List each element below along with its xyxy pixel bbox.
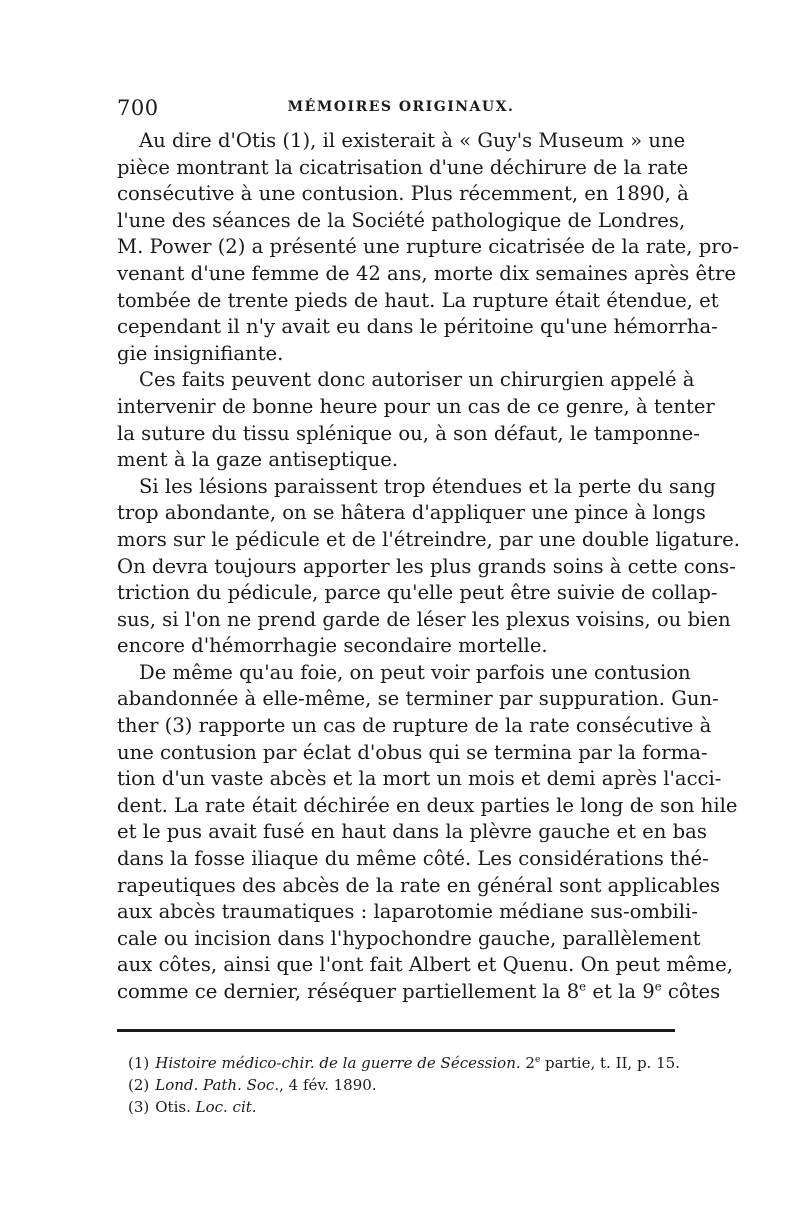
body-text [117,128,740,1006]
text-line: sus, si l'on ne prend garde de léser les plexus voisins, ou bien [117,607,731,631]
superscript: e [534,1055,541,1065]
text-line: ther (3) rapporte un cas de rupture de la rate consécutive à [117,714,712,738]
footnote-ref: (2) [128,1076,150,1094]
text-line: tombée de trente pieds de haut. La rupture était étendue, et [117,288,719,312]
footnote-text: partie, t. II, p. 15. [540,1054,680,1072]
footnote-text: 2 [520,1054,535,1072]
text-line: ment à la gaze antiseptique. [117,448,399,472]
text-line: consécutive à une contusion. Plus récemment, en 1890, à [117,182,689,206]
text-line: cale ou incision dans l'hypochondre gauche, parallèlement [117,926,701,950]
text-line: dans la fosse iliaque du même côté. Les considérations thé- [117,847,709,871]
text-line: rapeutiques des abcès de la rate en général sont applicables [117,873,721,897]
text-line: encore d'hémorrhagie secondaire mortelle. [117,634,548,658]
text-fragment: et la 9 [586,980,655,1003]
text-line: dent. La rate était déchirée en deux parties le long de son hile [117,793,738,817]
footnote-1 [128,1052,688,1074]
footnote-title: Lond. Path. Soc. [155,1076,280,1094]
text-line: aux abcès traumatiques : laparotomie médiane sus-ombili- [117,900,698,924]
footnotes [128,1052,688,1118]
footnote-text: , 4 fév. 1890. [279,1076,377,1094]
text-line: tion d'un vaste abcès et la mort un mois et demi après l'acci- [117,767,722,791]
page-number: 700 [117,96,159,120]
text-line: abandonnée à elle-même, se terminer par suppuration. Gun- [117,687,719,711]
text-line: aux côtes, ainsi que l'ont fait Albert et Quenu. On peut même, [117,953,733,977]
text-line [117,979,721,1006]
footnote-ref: (3) [128,1098,150,1116]
text-line: pièce montrant la cicatrisation d'une déchirure de la rate [117,155,689,179]
text-line: mors sur le pédicule et de l'étreindre, par une double ligature. [117,527,740,551]
footnote-2 [128,1074,688,1096]
text-line: M. Power (2) a présenté une rupture cicatrisée de la rate, pro- [117,235,740,259]
text-line: trop abondante, on se hâtera d'appliquer une pince à longs [117,501,706,525]
text-line: On devra toujours apporter les plus grands soins à cette cons- [117,554,736,578]
text-line: gie insignifiante. [117,341,284,365]
text-line: la suture du tissu splénique ou, à son défaut, le tamponne- [117,421,700,445]
text-line: Si les lésions paraissent trop étendues et la perte du sang [139,474,716,498]
footnote-author: Otis. [155,1098,196,1116]
page-header [117,96,685,122]
footnote-ref: (1) [128,1054,150,1072]
superscript: e [654,979,662,994]
footnote-rule [117,1029,675,1032]
text-line: triction du pédicule, parce qu'elle peut être suivie de collap- [117,581,718,605]
text-fragment: côtes [661,980,721,1003]
footnote-title: Loc. cit. [195,1098,257,1116]
superscript: e [579,979,587,994]
text-line: intervenir de bonne heure pour un cas de ce genre, à tenter [117,394,715,418]
text-line: l'une des séances de la Société pathologique de Londres, [117,208,686,232]
running-title: MÉMOIRES ORIGINAUX. [287,99,515,115]
text-line: cependant il n'y avait eu dans le péritoine qu'une hémorrha- [117,315,718,339]
footnote-3 [128,1096,688,1118]
text-line: et le pus avait fusé en haut dans la plèvre gauche et en bas [117,820,707,844]
text-fragment: comme ce dernier, réséquer partiellement la 8 [117,980,580,1003]
text-line: De même qu'au foie, on peut voir parfois une contusion [139,660,691,684]
footnote-title: Histoire médico-chir. de la guerre de Sécession. [155,1054,521,1072]
text-line: Ces faits peuvent donc autoriser un chirurgien appelé à [139,368,695,392]
text-line: Au dire d'Otis (1), il existerait à « Guy's Museum » une [139,129,686,152]
text-line: venant d'une femme de 42 ans, morte dix semaines après être [117,261,736,285]
text-line: une contusion par éclat d'obus qui se termina par la forma- [117,740,708,764]
